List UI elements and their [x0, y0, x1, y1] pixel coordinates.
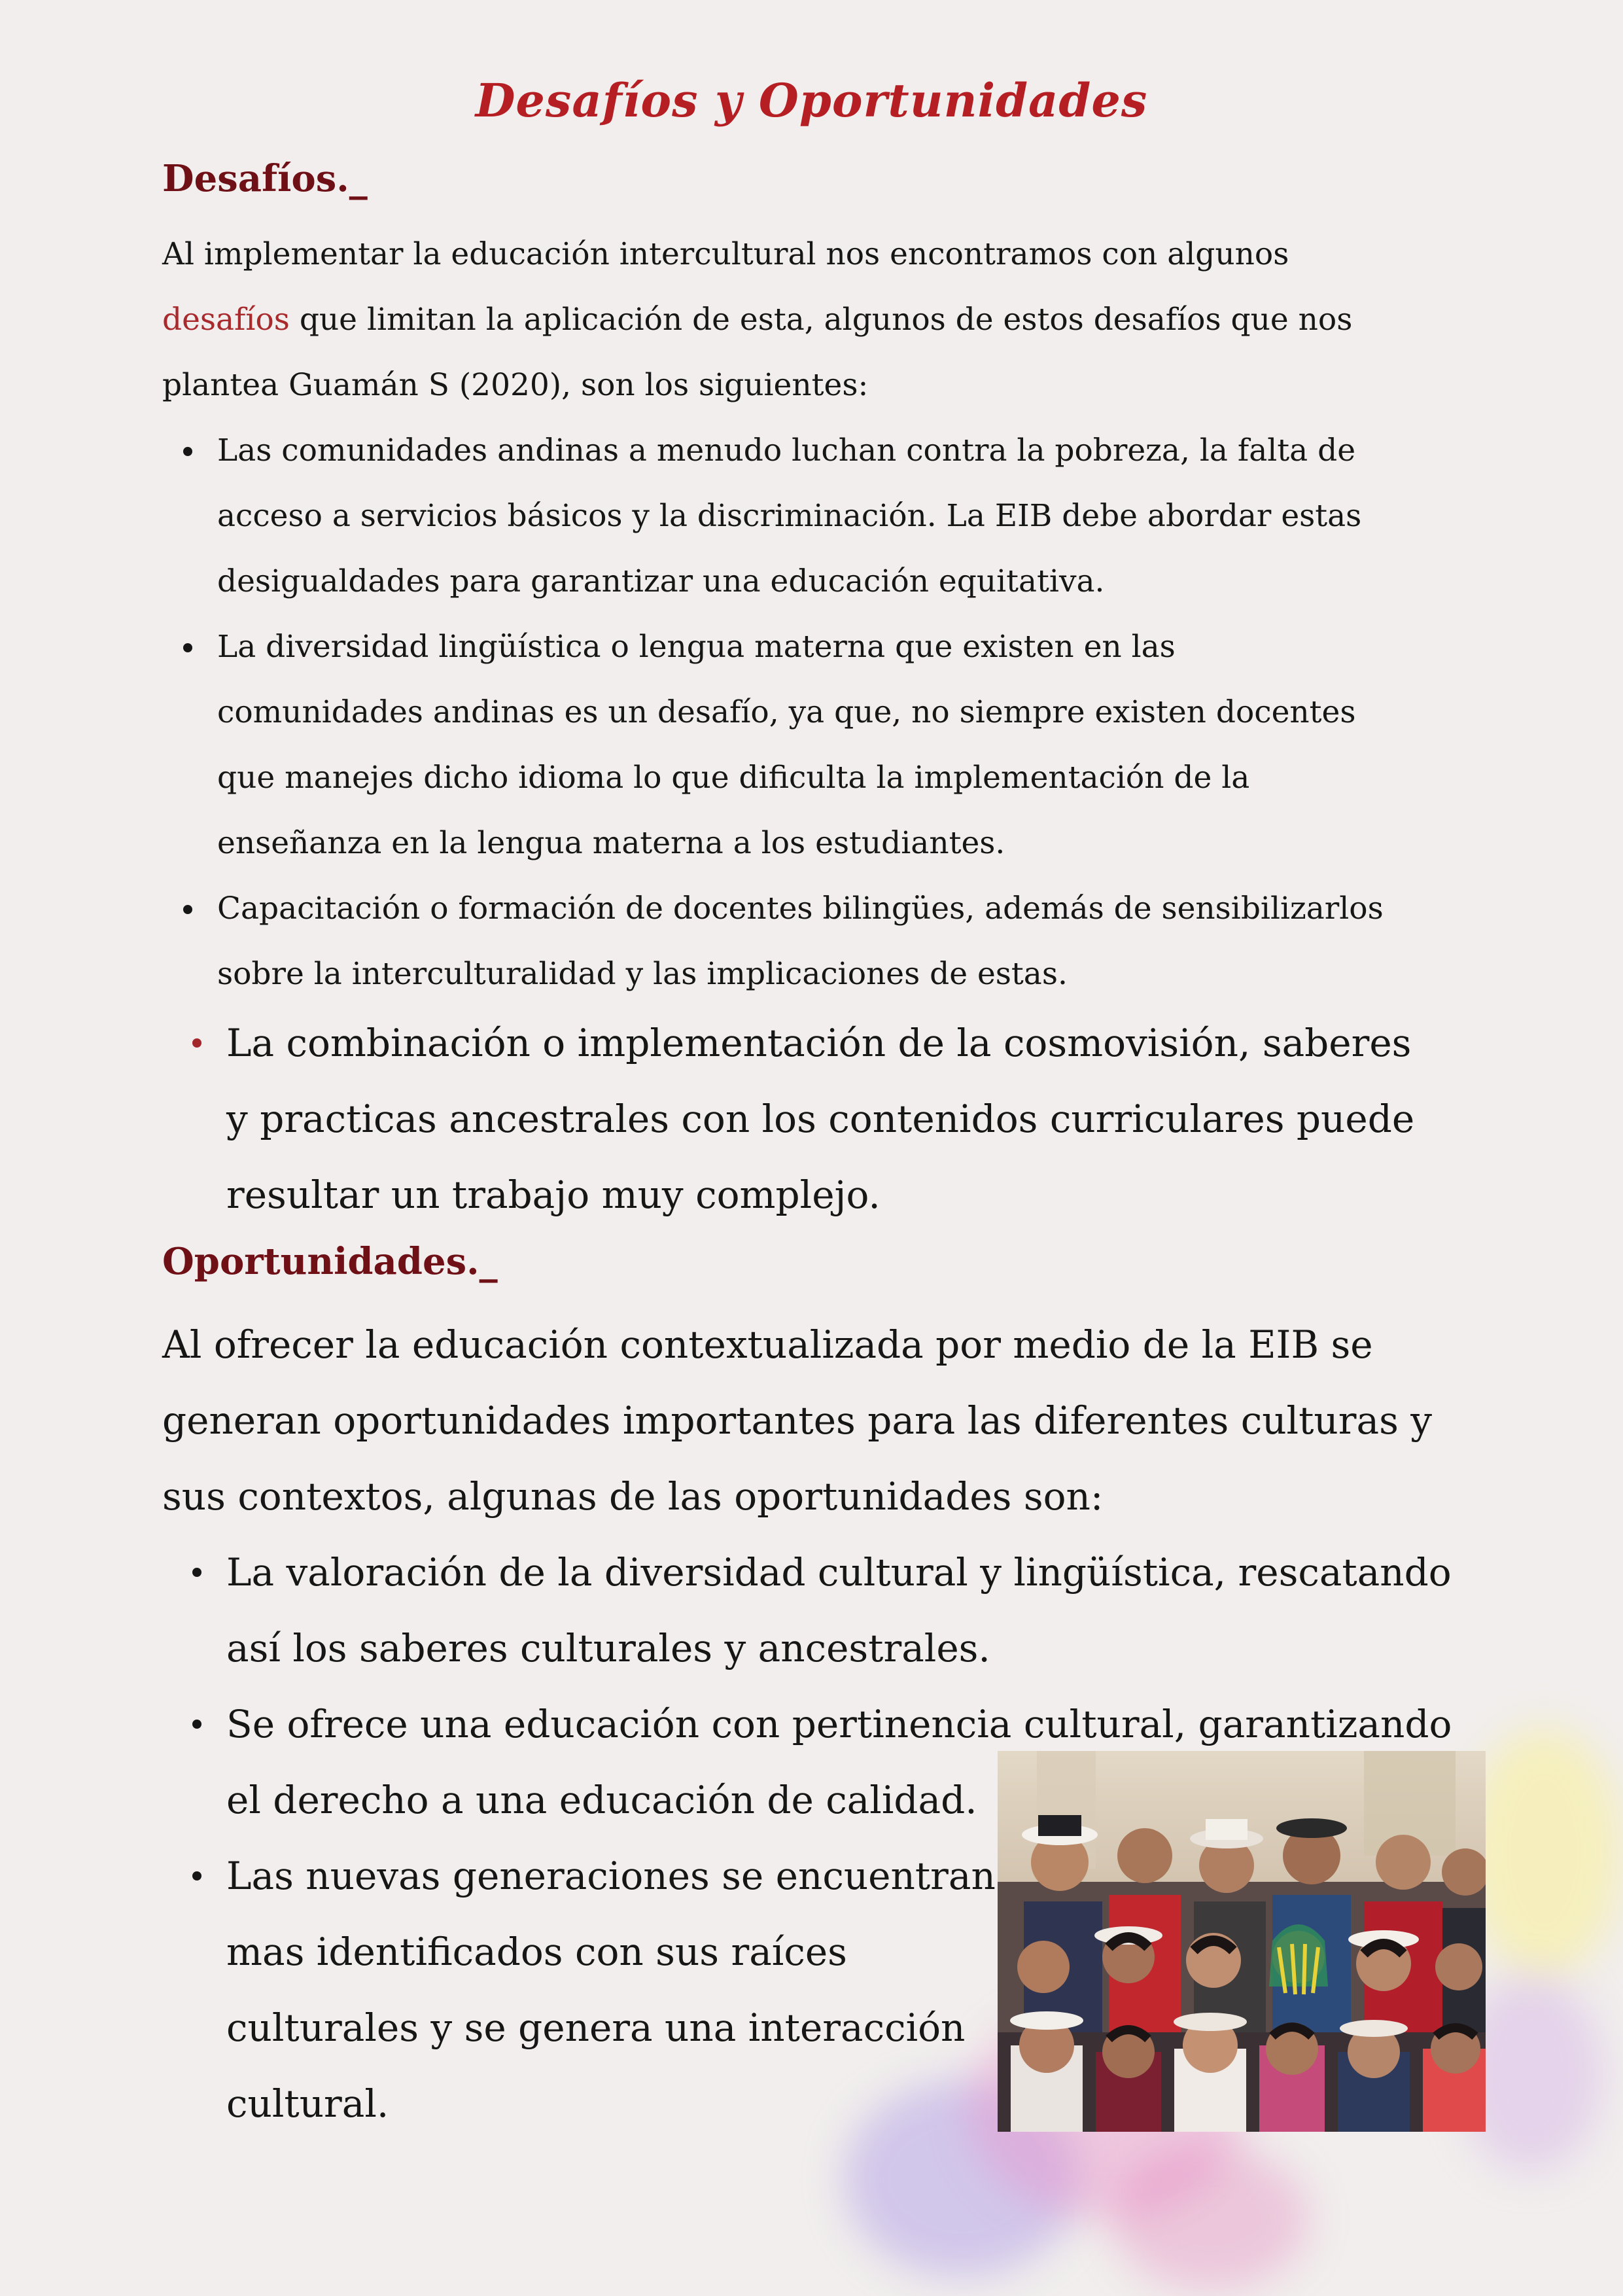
list-item-line: resultar un trabajo muy complejo.	[226, 1173, 881, 1217]
challenges-intro-line: plantea Guamán S (2020), son los siguientes:	[162, 367, 869, 403]
bullet-icon	[183, 905, 192, 914]
bullet-icon	[183, 643, 192, 652]
challenges-intro-text: que limitan la aplicación de esta, algunos de estos desafíos que nos	[289, 302, 1353, 338]
opportunities-heading: Oportunidades._	[162, 1240, 498, 1283]
children-group-photo	[998, 1751, 1486, 2132]
bullet-icon	[192, 1871, 201, 1881]
list-item-line: La combinación o implementación de la cosmovisión, saberes	[226, 1021, 1412, 1065]
list-item-line: culturales y se genera una interacción	[226, 2005, 966, 2050]
list-item-line: enseñanza en la lengua materna a los estudiantes.	[217, 825, 1005, 861]
challenges-list	[162, 418, 1503, 1007]
watercolor-splash-magenta	[1112, 2146, 1308, 2290]
list-item-line: y practicas ancestrales con los contenidos curriculares puede	[226, 1097, 1415, 1141]
list-item-line: que manejes dicho idioma lo que dificulta la implementación de la	[217, 760, 1250, 796]
challenges-heading: Desafíos._	[162, 157, 368, 200]
list-item-line: Las comunidades andinas a menudo luchan contra la pobreza, la falta de	[217, 433, 1356, 468]
page-title: Desafíos y Oportunidades	[475, 73, 1148, 128]
list-item-line: La valoración de la diversidad cultural y lingüística, rescatando	[226, 1550, 1452, 1595]
challenges-list-continued	[171, 1005, 1512, 1233]
opportunities-intro-line: Al ofrecer la educación contextualizada por medio de la EIB se	[162, 1322, 1373, 1367]
children-group-photo-illustration	[998, 1751, 1486, 2132]
list-item-line: Capacitación o formación de docentes bilingües, además de sensibilizarlos	[217, 891, 1384, 927]
challenges-highlight-word: desafíos	[162, 302, 290, 338]
list-item-line: así los saberes culturales y ancestrales.	[226, 1626, 990, 1670]
bullet-icon	[183, 447, 192, 456]
list-item	[162, 876, 1503, 1007]
list-item-line: Se ofrece una educación con pertinencia cultural, garantizando	[226, 1702, 1452, 1746]
list-item-line: desigualdades para garantizar una educación equitativa.	[217, 563, 1105, 599]
opportunities-intro-line: generan oportunidades importantes para las diferentes culturas y	[162, 1398, 1433, 1443]
challenges-intro-line	[162, 287, 1471, 353]
list-item-line: mas identificados con sus raíces	[226, 1930, 847, 1974]
list-item-line: acceso a servicios básicos y la discriminación. La EIB debe abordar estas	[217, 498, 1362, 534]
list-item-line: Las nuevas generaciones se encuentran	[226, 1854, 996, 1898]
challenges-intro-line: Al implementar la educación intercultural nos encontramos con algunos	[162, 236, 1289, 272]
opportunities-intro-line: sus contextos, algunas de las oportunidades son:	[162, 1474, 1104, 1519]
bullet-icon	[192, 1038, 201, 1048]
list-item	[162, 418, 1503, 614]
list-item	[171, 1534, 1512, 1686]
bullet-icon	[192, 1568, 201, 1577]
opportunities-intro	[162, 1307, 1471, 1534]
list-item-line: La diversidad lingüística o lengua materna que existen en las	[217, 629, 1176, 665]
list-item-line: el derecho a una educación de calidad.	[226, 1778, 977, 1822]
list-item-line: cultural.	[226, 2081, 389, 2126]
list-item	[162, 614, 1503, 876]
list-item	[171, 1005, 1512, 1233]
bullet-icon	[192, 1720, 201, 1729]
list-item-line: comunidades andinas es un desafío, ya que, no siempre existen docentes	[217, 694, 1356, 730]
list-item-line: sobre la interculturalidad y las implicaciones de estas.	[217, 956, 1068, 992]
challenges-intro	[162, 222, 1471, 418]
